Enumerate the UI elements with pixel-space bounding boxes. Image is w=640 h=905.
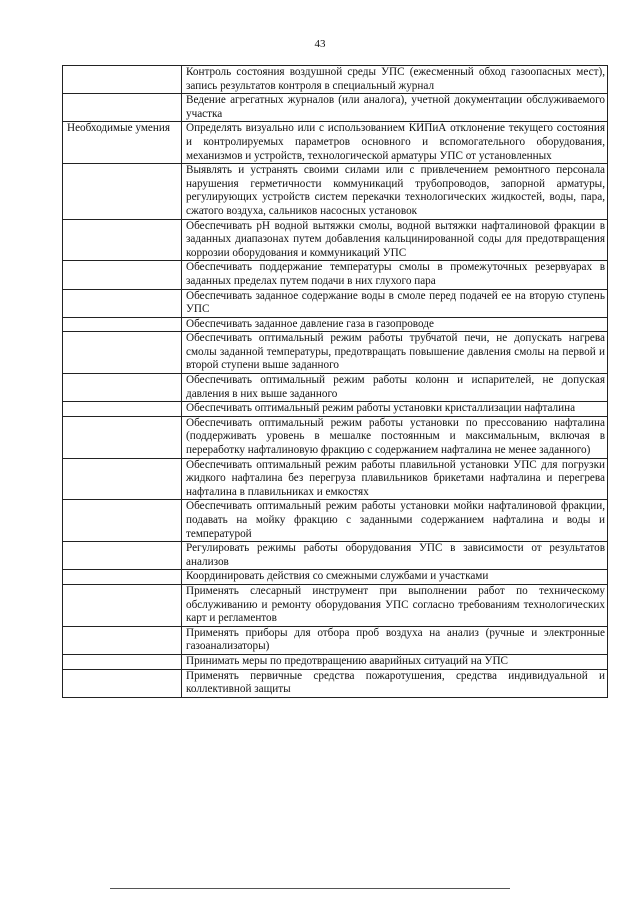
row-description-cell: Применять первичные средства пожаротушения, средства индивидуальной и коллективной защиты xyxy=(182,669,608,697)
row-category-cell xyxy=(63,654,182,669)
row-description-cell: Принимать меры по предотвращению аварийных ситуаций на УПС xyxy=(182,654,608,669)
table-row xyxy=(63,261,608,289)
table-row xyxy=(63,654,608,669)
row-category-cell xyxy=(63,584,182,626)
table-row xyxy=(63,94,608,122)
row-category-cell xyxy=(63,289,182,317)
table-row xyxy=(63,289,608,317)
row-category-cell xyxy=(63,626,182,654)
row-category-cell xyxy=(63,94,182,122)
row-category-cell xyxy=(63,542,182,570)
row-description-cell: Регулировать режимы работы оборудования УПС в зависимости от результатов анализов xyxy=(182,542,608,570)
table-row xyxy=(63,122,608,164)
table-row xyxy=(63,332,608,374)
table-row xyxy=(63,500,608,542)
row-description-cell: Контроль состояния воздушной среды УПС (ежесменный обход газоопасных мест), запись результатов контроля в специальный журнал xyxy=(182,66,608,94)
row-description-cell: Обеспечивать оптимальный режим работы установки кристаллизации нафталина xyxy=(182,402,608,417)
row-category-cell xyxy=(63,332,182,374)
table-row xyxy=(63,570,608,585)
table-row xyxy=(63,542,608,570)
row-description-cell: Применять приборы для отбора проб воздуха на анализ (ручные и электронные газоанализаторы) xyxy=(182,626,608,654)
bottom-rule xyxy=(110,888,510,889)
skills-table xyxy=(62,65,608,698)
row-category-cell xyxy=(63,374,182,402)
row-category-cell xyxy=(63,402,182,417)
table-row xyxy=(63,416,608,458)
table-row xyxy=(63,584,608,626)
row-category-cell xyxy=(63,164,182,219)
row-description-cell: Обеспечивать заданное давление газа в газопроводе xyxy=(182,317,608,332)
row-category-cell xyxy=(63,458,182,500)
table-row xyxy=(63,219,608,261)
table-row xyxy=(63,374,608,402)
row-description-cell: Обеспечивать pH водной вытяжки смолы, водной вытяжки нафталиновой фракции в заданных диапазонах путем добавления кальцинированной соды для предотвращения коррозии оборудования и коммуникаций УПС xyxy=(182,219,608,261)
table-row xyxy=(63,626,608,654)
row-description-cell: Обеспечивать оптимальный режим работы установки мойки нафталиновой фракции, подавать на мойку фракцию с заданными содержанием нафталина и воды и температурой xyxy=(182,500,608,542)
row-description-cell: Выявлять и устранять своими силами или с привлечением ремонтного персонала нарушения герметичности коммуникаций трубопроводов, запорной арматуры, регулирующих устройств систем перекачки технологических жидкостей, воды, пара, сжатого воздуха, сальников насосных установок xyxy=(182,164,608,219)
skills-table-body xyxy=(63,66,608,698)
table-row xyxy=(63,66,608,94)
row-category-cell xyxy=(63,261,182,289)
row-description-cell: Обеспечивать оптимальный режим работы плавильной установки УПС для погрузки жидкого нафталина без перегруза плавильников брикетами нафталина и перегрева нафталина в плавильниках и емкостях xyxy=(182,458,608,500)
row-description-cell: Применять слесарный инструмент при выполнении работ по техническому обслуживанию и ремонту оборудования УПС согласно требованиям технологических карт и регламентов xyxy=(182,584,608,626)
row-category-cell xyxy=(63,669,182,697)
row-category-cell xyxy=(63,416,182,458)
row-description-cell: Координировать действия со смежными службами и участками xyxy=(182,570,608,585)
row-category-cell xyxy=(63,219,182,261)
row-description-cell: Обеспечивать оптимальный режим работы трубчатой печи, не допускать нагрева смолы заданной температуры, предотвращать повышение давления смолы на первой и второй ступени выше заданного xyxy=(182,332,608,374)
row-description-cell: Обеспечивать заданное содержание воды в смоле перед подачей ее на вторую ступень УПС xyxy=(182,289,608,317)
table-row xyxy=(63,402,608,417)
row-category-cell xyxy=(63,500,182,542)
table-row xyxy=(63,458,608,500)
table-row xyxy=(63,669,608,697)
table-row xyxy=(63,164,608,219)
row-category-cell xyxy=(63,317,182,332)
page-number: 43 xyxy=(314,38,326,50)
row-category-cell: Необходимые умения xyxy=(63,122,182,164)
row-description-cell: Ведение агрегатных журналов (или аналога), учетной документации обслуживаемого участка xyxy=(182,94,608,122)
row-category-cell xyxy=(63,570,182,585)
row-description-cell: Обеспечивать поддержание температуры смолы в промежуточных резервуарах в заданных пределах путем подачи в них глухого пара xyxy=(182,261,608,289)
table-row xyxy=(63,317,608,332)
row-category-cell xyxy=(63,66,182,94)
row-description-cell: Определять визуально или с использованием КИПиА отклонение текущего состояния и контролируемых параметров основного и вспомогательного оборудования, механизмов и устройств, технологической арматуры УПС от установленных xyxy=(182,122,608,164)
row-description-cell: Обеспечивать оптимальный режим работы установки по прессованию нафталина (поддерживать уровень в мешалке постоянным и максимальным, включая в переработку нафталиновую фракцию с содержанием нафталина не менее заданного) xyxy=(182,416,608,458)
row-description-cell: Обеспечивать оптимальный режим работы колонн и испарителей, не допуская давления в них выше заданного xyxy=(182,374,608,402)
